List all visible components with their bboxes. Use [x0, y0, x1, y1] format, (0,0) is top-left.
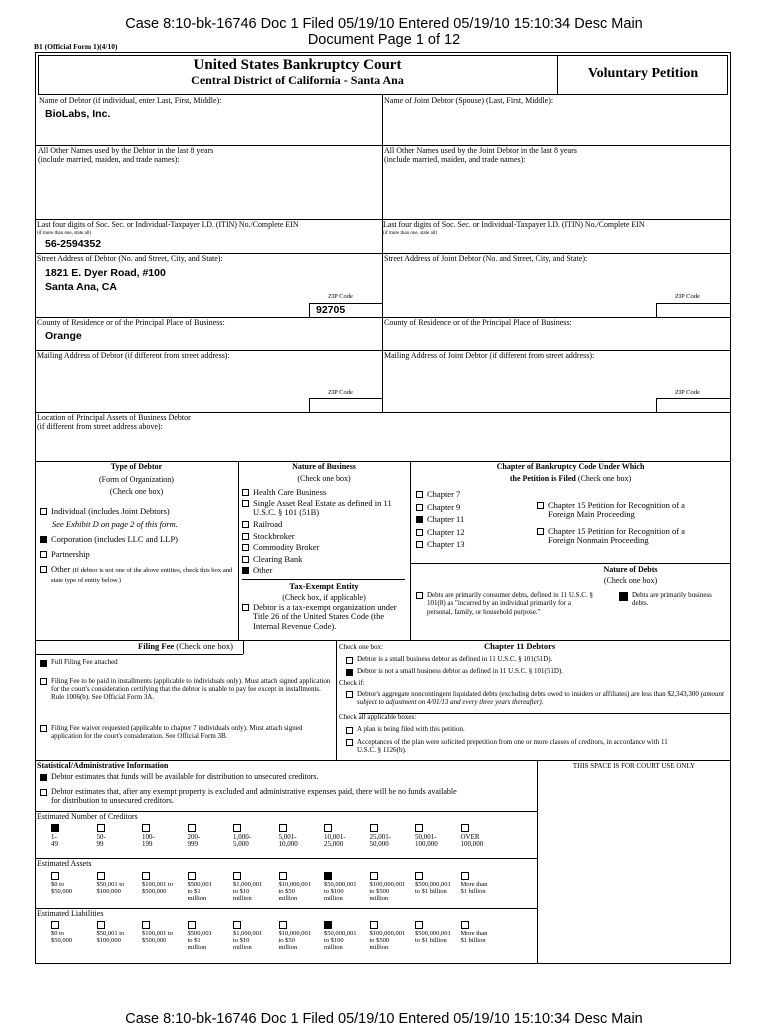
joint-ssn-sub: (if more than one, state all)	[383, 231, 438, 236]
principal-assets-label: Location of Principal Assets of Business Debtor (if different from street address above):	[37, 413, 191, 431]
checkbox-icon	[370, 921, 378, 929]
checkbox-consumer-debts[interactable]: Debts are primarily consumer debts, defined in 11 U.S.C. § 101(8) as "incurred by an individual primarily for a personal, family, or household purpose."	[416, 591, 596, 616]
creditors-option-label: 10,000	[278, 840, 298, 849]
ch11-debtors-title: Chapter 11 Debtors	[484, 641, 556, 651]
checkbox-railroad[interactable]: Railroad	[242, 520, 282, 529]
liabilities-option-label: to $500	[369, 936, 390, 944]
liabilities-option-label: More than	[460, 930, 488, 937]
checkbox-checked-icon	[51, 824, 59, 832]
creditors-option-label: OVER	[460, 833, 480, 841]
checkbox-icon	[97, 872, 105, 880]
checkbox-icon	[51, 921, 59, 929]
debtor-county[interactable]: Orange	[45, 330, 82, 342]
creditors-option-label: 25,001-	[369, 833, 392, 841]
liabilities-option-0[interactable]	[51, 921, 72, 945]
checkbox-icon	[242, 521, 249, 528]
assets-option-label: million	[233, 894, 252, 902]
assets-option-label: $500,000,001	[415, 881, 451, 888]
creditors-option-label: 50,001-	[415, 833, 437, 841]
checkbox-other-entity[interactable]: Other (If debtor is not one of the above entities, check this box and state type of entity below.)	[40, 565, 236, 585]
liabilities-label: Estimated Liabilities	[37, 909, 104, 918]
creditors-label: Estimated Number of Creditors	[37, 812, 138, 821]
checkbox-icon	[346, 739, 353, 746]
checkbox-checked-icon	[242, 567, 249, 574]
liabilities-option-label: million	[324, 943, 343, 951]
joint-zip-label: ZIP Code	[675, 293, 700, 300]
checkbox-no-funds[interactable]: Debtor estimates that, after any exempt property is excluded and administrative expenses paid, there will be no funds available for distribution to unsecured creditors.	[40, 788, 460, 806]
assets-option-label: $10,000,001	[278, 881, 311, 888]
liabilities-option-6[interactable]	[324, 921, 357, 951]
liabilities-option-9[interactable]	[461, 921, 488, 945]
assets-option-5[interactable]	[279, 872, 312, 902]
assets-option-label: $100,001 to	[142, 881, 174, 888]
filing-fee-title: Filing Fee	[138, 641, 175, 651]
liabilities-option-2[interactable]	[142, 921, 173, 945]
tax-exempt-title: Tax-Exempt Entity	[289, 581, 359, 591]
checkbox-icon	[416, 504, 423, 511]
checkbox-icon	[416, 592, 423, 599]
liabilities-option-label: to $50	[278, 936, 295, 944]
checkbox-clearing-bank[interactable]: Clearing Bank	[242, 555, 302, 564]
assets-option-label: to $100	[324, 887, 344, 895]
checkbox-icon	[537, 502, 544, 509]
assets-option-label: $50,000,001	[324, 881, 357, 888]
address-label: Street Address of Debtor (No. and Street, City, and State):	[37, 254, 223, 263]
joint-mailing-zip-box	[656, 398, 731, 413]
liabilities-option-label: $1,000,001	[233, 930, 263, 937]
checkbox-icon	[233, 921, 241, 929]
checkbox-icon	[40, 678, 47, 685]
assets-option-9[interactable]	[461, 872, 488, 896]
ssn-label: Last four digits of Soc. Sec. or Individual-Taxpayer I.D. (ITIN) No./Complete EIN	[37, 220, 299, 229]
creditors-option-6[interactable]	[324, 824, 346, 849]
case-header-line2: Document Page 1 of 12	[307, 32, 461, 48]
creditors-option-label: 5,000	[233, 840, 249, 849]
liabilities-option-label: $10,000,001	[278, 930, 311, 937]
assets-option-label: $50,001 to	[96, 881, 125, 888]
checkbox-tax-exempt[interactable]: Debtor is a tax-exempt organization under Title 26 of the United States Code (the Internal Revenue Code).	[242, 603, 407, 631]
type-of-debtor-title: Type of Debtor	[110, 462, 163, 471]
checkbox-icon	[40, 789, 47, 796]
liabilities-option-label: million	[369, 943, 389, 951]
liabilities-option-1[interactable]	[97, 921, 125, 945]
joint-zip-box	[656, 303, 731, 318]
checkbox-icon	[142, 872, 150, 880]
checkbox-icon	[346, 657, 353, 664]
assets-option-label: $100,000,001	[369, 881, 406, 888]
assets-option-label: $1 billion	[460, 887, 486, 895]
joint-ssn-label: Last four digits of Soc. Sec. or Individual-Taxpayer I.D. (ITIN) No./Complete EIN	[383, 220, 645, 229]
assets-option-label: million	[187, 894, 207, 902]
creditors-option-label: 100,000	[415, 840, 438, 849]
checkbox-aggregate-debts[interactable]: Debtor's aggregate noncontingent liquidated debts (excluding debts owed to insiders or affiliates) are less than $2,343,300 (amount subject to adjustment on 4/01/13 and every three years thereafter).	[346, 690, 730, 706]
case-header-footer: Case 8:10-bk-16746 Doc 1 Filed 05/19/10 Entered 05/19/10 15:10:34 Desc Main	[125, 1011, 643, 1024]
debtor-name[interactable]: BioLabs, Inc.	[45, 108, 111, 120]
ch11-check-if: Check if:	[339, 679, 365, 687]
checkbox-icon	[415, 824, 423, 832]
liabilities-option-label: million	[233, 943, 252, 951]
checkbox-not-small-business[interactable]: Debtor is not a small business debtor as defined in 11 U.S.C. § 101(51D).	[346, 668, 563, 676]
checkbox-icon	[242, 533, 249, 540]
debtor-ein[interactable]: 56-2594352	[45, 238, 102, 250]
creditors-option-1[interactable]	[97, 824, 106, 849]
checkbox-chapter-11[interactable]: Chapter 11	[416, 515, 464, 524]
liabilities-option-label: $50,000,001	[324, 930, 357, 937]
ssn-sub: (if more than one, state all)	[37, 231, 92, 236]
petition-title: Voluntary Petition	[587, 66, 699, 81]
assets-option-label: million	[278, 894, 298, 902]
nature-of-business-sub: (Check one box)	[297, 474, 351, 483]
checkbox-icon	[416, 541, 423, 548]
joint-county-label: County of Residence or of the Principal Place of Business:	[384, 318, 572, 327]
checkbox-icon	[461, 872, 469, 880]
county-label: County of Residence or of the Principal Place of Business:	[37, 318, 225, 327]
checkbox-corporation[interactable]: Corporation (includes LLC and LLP)	[40, 535, 178, 544]
checkbox-icon	[279, 872, 287, 880]
checkbox-icon	[279, 824, 287, 832]
checkbox-icon	[40, 551, 47, 558]
ch11-check-one: Check one box:	[339, 643, 383, 651]
checkbox-commodity-broker[interactable]: Commodity Broker	[242, 543, 319, 552]
assets-option-label: $500,001	[187, 881, 212, 888]
assets-option-0[interactable]	[51, 872, 72, 896]
assets-option-label: $1,000,001	[233, 881, 263, 888]
checkbox-icon	[188, 921, 196, 929]
ch11-check-all: Check all applicable boxes:	[339, 713, 417, 721]
filing-fee-tail: (Check one box)	[176, 641, 233, 651]
checkbox-checked-icon	[324, 872, 332, 880]
creditors-option-4[interactable]	[233, 824, 251, 849]
checkbox-individual[interactable]: Individual (includes Joint Debtors)	[40, 507, 170, 516]
assets-option-label: to $50	[278, 887, 295, 895]
creditors-option-9[interactable]	[461, 824, 484, 849]
checkbox-icon	[51, 872, 59, 880]
court-use-only: THIS SPACE IS FOR COURT USE ONLY	[572, 762, 696, 770]
checkbox-icon	[188, 824, 196, 832]
checkbox-chapter-9[interactable]: Chapter 9	[416, 503, 460, 512]
liabilities-option-label: $500,000	[142, 936, 167, 944]
checkbox-icon	[415, 921, 423, 929]
liabilities-option-3[interactable]	[188, 921, 212, 951]
liabilities-option-label: to $1	[187, 936, 201, 944]
liabilities-option-label: $500,001	[187, 930, 212, 937]
checkbox-checked-icon	[619, 592, 628, 601]
checkbox-funds-available[interactable]: Debtor estimates that funds will be available for distribution to unsecured creditors.	[40, 773, 318, 782]
liabilities-option-label: $500,000,001	[415, 930, 451, 937]
checkbox-plan-filed[interactable]: A plan is being filed with this petition.	[346, 726, 465, 734]
assets-option-label: $100,000	[96, 887, 121, 895]
creditors-option-7[interactable]	[370, 824, 392, 849]
creditors-option-label: 10,001-	[324, 833, 346, 841]
assets-option-7[interactable]	[370, 872, 406, 902]
court-name: United States Bankruptcy Court	[193, 57, 402, 73]
checkbox-checked-icon	[416, 516, 423, 523]
checkbox-icon	[242, 604, 249, 611]
checkbox-icon	[40, 508, 47, 515]
assets-option-3[interactable]	[188, 872, 212, 902]
creditors-option-label: 50,000	[369, 840, 389, 849]
checkbox-full-fee[interactable]: Full Filing Fee attached	[40, 659, 118, 667]
checkbox-icon	[416, 491, 423, 498]
assets-option-6[interactable]	[324, 872, 357, 902]
form-id: B1 (Official Form 1)(4/10)	[34, 42, 118, 51]
creditors-option-label: 100-	[142, 833, 155, 841]
other-names-label: All Other Names used by the Debtor in the last 8 years (include married, maiden, and trade names):	[38, 146, 214, 164]
checkbox-health-care[interactable]: Health Care Business	[242, 488, 326, 497]
creditors-option-5[interactable]	[279, 824, 298, 849]
assets-option-8[interactable]	[415, 872, 451, 896]
checkbox-chapter-15-nonmain[interactable]: Chapter 15 Petition for Recognition of a Foreign Nonmain Proceeding	[537, 527, 702, 546]
creditors-option-label: 50-	[96, 833, 106, 841]
assets-option-label: $0 to	[51, 881, 65, 888]
checkbox-icon	[461, 921, 469, 929]
court-district: Central District of California - Santa Ana	[191, 73, 404, 87]
checkbox-icon	[233, 872, 241, 880]
checkbox-icon	[537, 528, 544, 535]
checkbox-chapter-12[interactable]: Chapter 12	[416, 528, 465, 537]
checkbox-chapter-7[interactable]: Chapter 7	[416, 490, 460, 499]
assets-label: Estimated Assets	[37, 859, 92, 868]
liabilities-option-label: $50,001 to	[96, 930, 125, 937]
checkbox-other-business[interactable]: Other	[242, 566, 272, 575]
creditors-option-0[interactable]	[51, 824, 59, 849]
mailing-label: Mailing Address of Debtor (if different from street address):	[37, 351, 230, 360]
address-line2[interactable]: Santa Ana, CA	[45, 281, 117, 293]
creditors-option-2[interactable]	[142, 824, 155, 849]
liabilities-option-label: million	[278, 943, 298, 951]
creditors-option-label: 1,000-	[233, 833, 252, 841]
tax-exempt-sub: (Check box, if applicable)	[282, 593, 366, 602]
chapter-title-tail: (Check one box)	[577, 474, 632, 483]
creditors-option-label: 1-	[51, 833, 57, 841]
assets-option-2[interactable]	[142, 872, 173, 896]
liabilities-option-label: to $10	[233, 936, 250, 944]
checkbox-checked-icon	[40, 660, 47, 667]
checkbox-chapter-13[interactable]: Chapter 13	[416, 540, 465, 549]
checkbox-icon	[242, 500, 249, 507]
creditors-option-label: 5,001-	[278, 833, 297, 841]
nature-of-business-title: Nature of Business	[292, 462, 356, 471]
checkbox-icon	[242, 489, 249, 496]
creditors-option-label: 199	[142, 840, 153, 849]
checkbox-partnership[interactable]: Partnership	[40, 550, 90, 559]
checkbox-chapter-15-main[interactable]: Chapter 15 Petition for Recognition of a Foreign Main Proceeding	[537, 501, 697, 520]
checkbox-icon	[233, 824, 241, 832]
joint-other-names-label: All Other Names used by the Joint Debtor in the last 8 years (include married, maiden, and trade names):	[384, 146, 577, 164]
assets-option-label: More than	[460, 881, 488, 888]
creditors-option-label: 25,000	[324, 840, 344, 849]
debtor-zip[interactable]: 92705	[316, 304, 346, 316]
checkbox-business-debts[interactable]: Debts are primarily business debts.	[619, 591, 729, 608]
assets-option-label: million	[369, 894, 389, 902]
checkbox-icon	[346, 691, 353, 698]
assets-option-label: to $500	[369, 887, 390, 895]
checkbox-stockbroker[interactable]: Stockbroker	[242, 532, 295, 541]
creditors-option-8[interactable]	[415, 824, 438, 849]
mailing-zip-label: ZIP Code	[328, 389, 353, 396]
checkbox-icon	[142, 921, 150, 929]
liabilities-option-label: to $100	[324, 936, 344, 944]
checkbox-checked-icon	[346, 669, 353, 676]
creditors-option-label: 200-	[187, 833, 201, 841]
liabilities-option-5[interactable]	[279, 921, 312, 951]
address-line1[interactable]: 1821 E. Dyer Road, #100	[45, 267, 166, 279]
creditors-option-label: 100,000	[460, 840, 484, 849]
checkbox-fee-waiver[interactable]: Filing Fee waiver requested (applicable to chapter 7 individuals only). Must attach signed application for the court's consideration. See Official Form 3B.	[40, 724, 332, 740]
checkbox-installments[interactable]: Filing Fee to be paid in installments (applicable to individuals only). Must attach signed application for the court's consideration certifying that the debtor is unable to pay fee except in installments. Rule 1006(b). See Official Form 3A.	[40, 677, 332, 701]
assets-option-label: $50,000	[51, 887, 73, 895]
joint-name-label: Name of Joint Debtor (Spouse) (Last, First, Middle):	[384, 96, 554, 105]
checkbox-small-business[interactable]: Debtor is a small business debtor as defined in 11 U.S.C. § 101(51D).	[346, 656, 552, 664]
checkbox-icon	[97, 921, 105, 929]
checkbox-icon	[242, 544, 249, 551]
assets-option-label: to $1 billion	[415, 887, 447, 895]
joint-mailing-zip-label: ZIP Code	[675, 389, 700, 396]
checkbox-icon	[188, 872, 196, 880]
case-header-line1: Case 8:10-bk-16746 Doc 1 Filed 05/19/10 Entered 05/19/10 15:10:34 Desc Main	[125, 16, 643, 32]
checkbox-icon	[242, 556, 249, 563]
checkbox-icon	[415, 872, 423, 880]
checkbox-icon	[416, 529, 423, 536]
creditors-option-label: 49	[51, 840, 58, 849]
exhibit-d-note: See Exhibit D on page 2 of this form.	[52, 519, 178, 529]
statistical-title: Statistical/Administrative Information	[37, 761, 169, 770]
debtor-name-label: Name of Debtor (if individual, enter Last, First, Middle):	[39, 96, 222, 105]
checkbox-icon	[370, 872, 378, 880]
liabilities-option-label: million	[187, 943, 207, 951]
creditors-option-3[interactable]	[188, 824, 201, 849]
liabilities-option-label: to $1 billion	[415, 936, 447, 944]
nature-of-debts-sub: (Check one box)	[603, 576, 658, 585]
liabilities-option-label: $1 billion	[460, 936, 486, 944]
assets-option-label: million	[324, 894, 343, 902]
checkbox-checked-icon	[40, 774, 47, 781]
liabilities-option-label: $100,000,001	[369, 930, 406, 937]
checkbox-acceptances[interactable]: Acceptances of the plan were solicited prepetition from one or more classes of creditors, in accordance with 11 U.S.C. § 1126(b).	[346, 738, 686, 754]
zip-label: ZIP Code	[328, 293, 353, 300]
checkbox-icon	[324, 824, 332, 832]
nature-of-debts-title: Nature of Debts	[603, 565, 658, 574]
liabilities-option-label: $0 to	[51, 930, 65, 937]
checkbox-single-asset[interactable]: Single Asset Real Estate as defined in 11 U.S.C. § 101 (51B)	[242, 499, 408, 517]
creditors-option-label: 999	[187, 840, 198, 849]
mailing-zip-box	[309, 398, 383, 413]
checkbox-icon	[346, 727, 353, 734]
liabilities-option-label: $100,001 to	[142, 930, 174, 937]
checkbox-checked-icon	[324, 921, 332, 929]
liabilities-option-label: $50,000	[51, 936, 73, 944]
assets-option-label: $500,000	[142, 887, 167, 895]
joint-mailing-label: Mailing Address of Joint Debtor (if different from street address):	[384, 351, 595, 360]
chapter-title-2: the Petition is Filed	[509, 474, 576, 483]
assets-option-label: to $10	[233, 887, 250, 895]
liabilities-option-label: $100,000	[96, 936, 121, 944]
type-of-debtor-sub1: (Form of Organization)	[99, 475, 174, 484]
assets-option-1[interactable]	[97, 872, 125, 896]
checkbox-icon	[461, 824, 469, 832]
checkbox-icon	[370, 824, 378, 832]
chapter-title-1: Chapter of Bankruptcy Code Under Which	[496, 462, 645, 471]
assets-option-4[interactable]	[233, 872, 262, 902]
liabilities-option-8[interactable]	[415, 921, 451, 945]
checkbox-icon	[40, 566, 47, 573]
checkbox-icon	[40, 725, 47, 732]
assets-option-label: to $1	[187, 887, 201, 895]
type-of-debtor-sub2: (Check one box)	[109, 487, 164, 496]
checkbox-icon	[97, 824, 105, 832]
creditors-option-label: 99	[96, 840, 104, 849]
joint-address-label: Street Address of Joint Debtor (No. and Street, City, and State):	[384, 254, 588, 263]
checkbox-icon	[279, 921, 287, 929]
liabilities-option-4[interactable]	[233, 921, 262, 951]
liabilities-option-7[interactable]	[370, 921, 406, 951]
checkbox-icon	[142, 824, 150, 832]
checkbox-checked-icon	[40, 536, 47, 543]
